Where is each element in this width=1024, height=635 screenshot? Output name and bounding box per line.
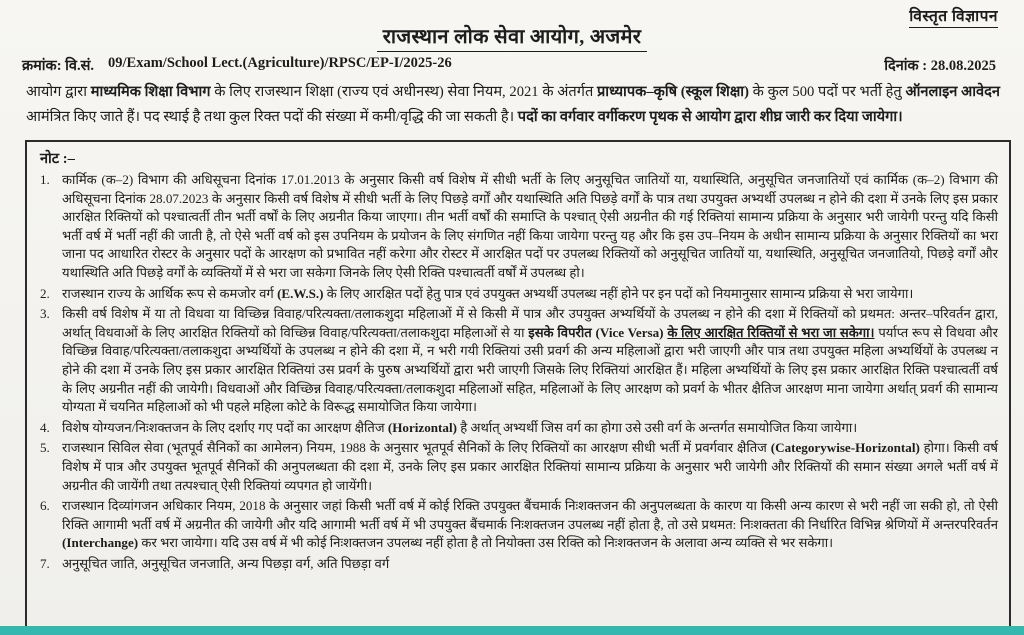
text-run: प्राध्यापक–कृषि (स्कूल शिक्षा): [597, 84, 749, 100]
bottom-accent-bar: [0, 626, 1024, 635]
text-run: अनुसूचित जाति, अनुसूचित जनजाति, अन्य पिछड़ा वर्ग, अति पिछड़ा वर्ग: [62, 555, 390, 571]
reference-left: [22, 55, 452, 75]
reference-number: 09/Exam/School Lect.(Agriculture)/RPSC/EP-I/2025-26: [108, 55, 452, 71]
intro-paragraph: [0, 75, 1024, 129]
note-item: [38, 171, 998, 283]
text-run: पर्याप्त रूप से विधवा और विच्छिन्न विवाह/परित्यक्ता/तलाकशुदा अभ्यर्थियों के उपलब्ध न होने की दशा में, न भरी गयी रिक्तियां उसी प्रवर्ग की अन्य महिलाओं द्वारा भरी जाएगी और पात्र तथा उपयुक्त महिला अभ्यर्थियों के उपलब्ध न होने की दशा में उनके लिए इस प्रकार आरक्षित रिक्तियां उस प्रवर्ग के पुरुष अभ्यर्थियों द्वारा भरी जाएगी जिसके लिए रिक्तियां आरक्षित हैं। महिला अभ्यर्थियों के लिए इस प्रकार आरक्षित रिक्ति पश्चात्वर्ती वर्ष के लिए अग्रनीत नहीं की जायेगी। विधवाओं और विच्छिन्न विवाह/परित्यक्ता/तलाकशुदा महिलाओं सहित, महिलाओं के लिए आरक्षण को प्रवर्ग के भीतर क्षैतिज आरक्षण माना जायेगा अर्थात् प्रवर्ग की सामान्य योग्यता में चयनित महिलाओं को भी पहले महिला कोटे के विरूद्ध समायोजित किया जायेगा।: [62, 324, 998, 415]
note-item: [38, 497, 998, 553]
text-run: राजस्थान दिव्यांगजन अधिकार नियम, 2018 के अनुसार जहां किसी भर्ती वर्ष में कोई रिक्ति उपयुक्त बैंचमार्क निःशक्तजन की अनुपलब्धता के कारण या किसी अन्य कारण से भरी नहीं जा सकी हो, तो ऐसी रिक्ति आगामी भर्ती वर्ष में अग्रनीत की जायेगी और यदि आगामी भर्ती वर्ष में भी उपयुक्त बैंचमार्क निःशक्तजन उपलब्ध नहीं होता है, तो उसे प्रथमत: निःशक्तता की निर्धारित विभिन्न श्रेणियों में अन्तरपरिवर्तन: [62, 498, 998, 532]
text-run: माध्यमिक शिक्षा विभाग: [90, 84, 211, 100]
text-run: (Categorywise-Horizontal): [770, 440, 920, 456]
note-item: [38, 439, 998, 495]
note-item: [38, 555, 998, 574]
text-run: आयोग द्वारा: [26, 84, 91, 100]
advertisement-type-label: विस्तृत विज्ञापन: [909, 4, 998, 28]
text-run: के लिए आरक्षित रिक्तियों से भरा जा सकेगा।: [667, 324, 875, 340]
text-run: किसी वर्ष विशेष में या तो विधवा या विच्छिन्न विवाह/परित्यक्ता/तलाकशुदा महिलाओं में से किसी में पात्र और उपयुक्त अभ्यर्थियों के उपलब्ध न होने की दशा में रिक्तियों को प्रथमत: अन्तर–परिवर्तन द्वारा, अर्थात् विधवाओं के लिए आरक्षित रिक्तियों को विच्छिन्न विवाह/परित्यक्ता/तलाकशुदा महिलाओं से या: [62, 306, 998, 340]
text-run: राजस्थान सिविल सेवा (भूतपूर्व सैनिकों का आमेलन) नियम, 1988 के अनुसार भूतपूर्व सैनिकों के लिए रिक्तियों का आरक्षण सीधी भर्ती में प्रवर्गवार क्षैतिज: [62, 440, 771, 456]
text-run: इसके विपरीत (Vice Versa): [528, 324, 664, 340]
notification-date: दिनांक : 28.08.2025: [884, 58, 996, 74]
note-list: [38, 171, 998, 573]
text-run: आमंत्रित किए जाते हैं। पद स्थाई है तथा कुल रिक्त पदों की संख्या में कमी/वृद्धि की जा सकती है।: [26, 108, 518, 125]
reference-row: [0, 52, 1024, 75]
note-item: [38, 285, 998, 304]
title-wrap: [0, 0, 1024, 52]
note-item: [38, 305, 998, 417]
note-item-text: [62, 497, 998, 553]
note-box: [25, 140, 1011, 635]
page-title: राजस्थान लोक सेवा आयोग, अजमेर: [377, 22, 648, 52]
note-heading: नोट :–: [40, 151, 75, 168]
note-item-text: [62, 419, 998, 438]
text-run: कर भरा जायेगा। यदि उस वर्ष में भी कोई निःशक्तजन उपलब्ध नहीं होता है तो नियोक्ता उस रिक्ति को निःशक्तजन के अलावा अन्य व्यक्ति से भर सकेगा।: [138, 535, 834, 551]
note-item-number: 1.: [40, 172, 50, 188]
text-run: के लिए आरक्षित पदों हेतु पात्र एवं उपयुक्त अभ्यर्थी उपलब्ध नहीं होने पर इन पदों को नियमानुसार सामान्य प्रक्रिया से भरा जायेगा।: [323, 285, 914, 301]
text-run: पदों का वर्गवार वर्गीकरण पृथक से आयोग द्वारा शीघ्र जारी कर दिया जायेगा।: [517, 108, 903, 125]
reference-label: क्रमांक: वि.सं.: [22, 58, 95, 74]
note-item-text: [62, 555, 998, 574]
text-run: के लिए राजस्थान शिक्षा (राज्य एवं अधीनस्थ) सेवा नियम, 2021 के अंतर्गत: [210, 84, 597, 100]
note-item-text: [62, 439, 998, 495]
note-item-number: 3.: [40, 306, 50, 322]
text-run: कार्मिक (क–2) विभाग की अधिसूचना दिनांक 17.01.2013 के अनुसार किसी वर्ष विशेष में सीधी भर्ती के लिए अनुसूचित जातियों या, यथास्थिति, अनुसूचित जनजातियों एवं कार्मिक (क–2) विभाग की अधिसूचना दिनांक 28.07.2023 के अनुसार किसी वर्ष विशेष में सीधी भर्ती के लिए पिछड़े वर्गों और यथास्थिति अति पिछड़े वर्गों के पात्र तथा उपयुक्त अभ्यर्थी उपलब्ध न होने की दशा में उनके लिए इस प्रकार आरक्षित रिक्तियों को पश्चात्वर्ती तीन भर्ती वर्षों के लिए अग्रनीत किया जाएगा। तीन भर्ती वर्षों की समाप्ति के पश्चात् ऐसी अग्रनीत की गई रिक्तियां सामान्य प्रक्रिया के अनुसार भरी जायेगी परन्तु यदि किसी भर्ती वर्ष में भर्ती नहीं की जाती है, तो ऐसे भर्ती वर्ष को इस उपनियम के प्रयोजन के लिए संगणित नहीं किया जायेगा परन्तु यह और कि इस उप–नियम के अधीन सामान्य प्रक्रिया के अनुसार रिक्तियों का भरा जाना पद आधारित रोस्टर के अनुसार पदों के आरक्षण को प्रभावित नहीं करेगा और रोस्टर में आरक्षित पदों पर उपलब्ध रिक्तियों को अनुसूचित जातियों या, यथास्थिति, अनुसूचित जनजातियो, पिछड़े वर्गों और यथास्थिति अति पिछड़े वर्गों के व्यक्तियों में से भरा जा सकेगा जिनके लिए ऐसी रिक्ति पश्चात्वर्ती वर्षों में उपलब्ध हो।: [62, 172, 998, 280]
note-item-text: [62, 305, 998, 417]
text-run: (E.W.S.): [277, 285, 324, 301]
text-run: विशेष योग्यजन/निःशक्तजन के लिए दर्शाए गए पदों का आरक्षण क्षैतिज: [62, 419, 388, 435]
note-item-number: 4.: [40, 419, 50, 435]
note-item-number: 7.: [40, 555, 50, 571]
text-run: (Horizontal): [387, 419, 457, 435]
note-item-number: 5.: [40, 440, 50, 456]
text-run: राजस्थान राज्य के आर्थिक रूप से कमजोर वर्ग: [62, 285, 278, 301]
note-item-text: [62, 285, 998, 304]
text-run: ऑनलाइन आवेदन: [905, 84, 1001, 100]
text-run: है अर्थात् अभ्यर्थी जिस वर्ग का होगा उसे उसी वर्ग के अन्तर्गत समायोजित किया जायेगा।: [456, 419, 858, 435]
text-run: (Interchange): [62, 535, 139, 551]
text-run: के कुल 500 पदों पर भर्ती हेतु: [748, 84, 906, 100]
note-item-number: 2.: [40, 285, 50, 301]
note-item: [38, 419, 998, 438]
text-run: होगा। किसी वर्ष विशेष में पात्र और उपयुक्त भूतपूर्व सैनिकों की अनुपलब्धता की दशा में, उनके लिए इस प्रकार आरक्षित रिक्तियां सामान्य प्रक्रिया के अनुसार भरी जायेगी और रिक्तियों की समान संख्या अगले भर्ती वर्ष में अग्रनीत की जायेंगी तथा तत्पश्चात् ऐसी रिक्तियां व्यपगत हो जायेंगी।: [62, 440, 998, 493]
note-item-number: 6.: [40, 498, 50, 514]
note-item-text: [62, 171, 998, 283]
